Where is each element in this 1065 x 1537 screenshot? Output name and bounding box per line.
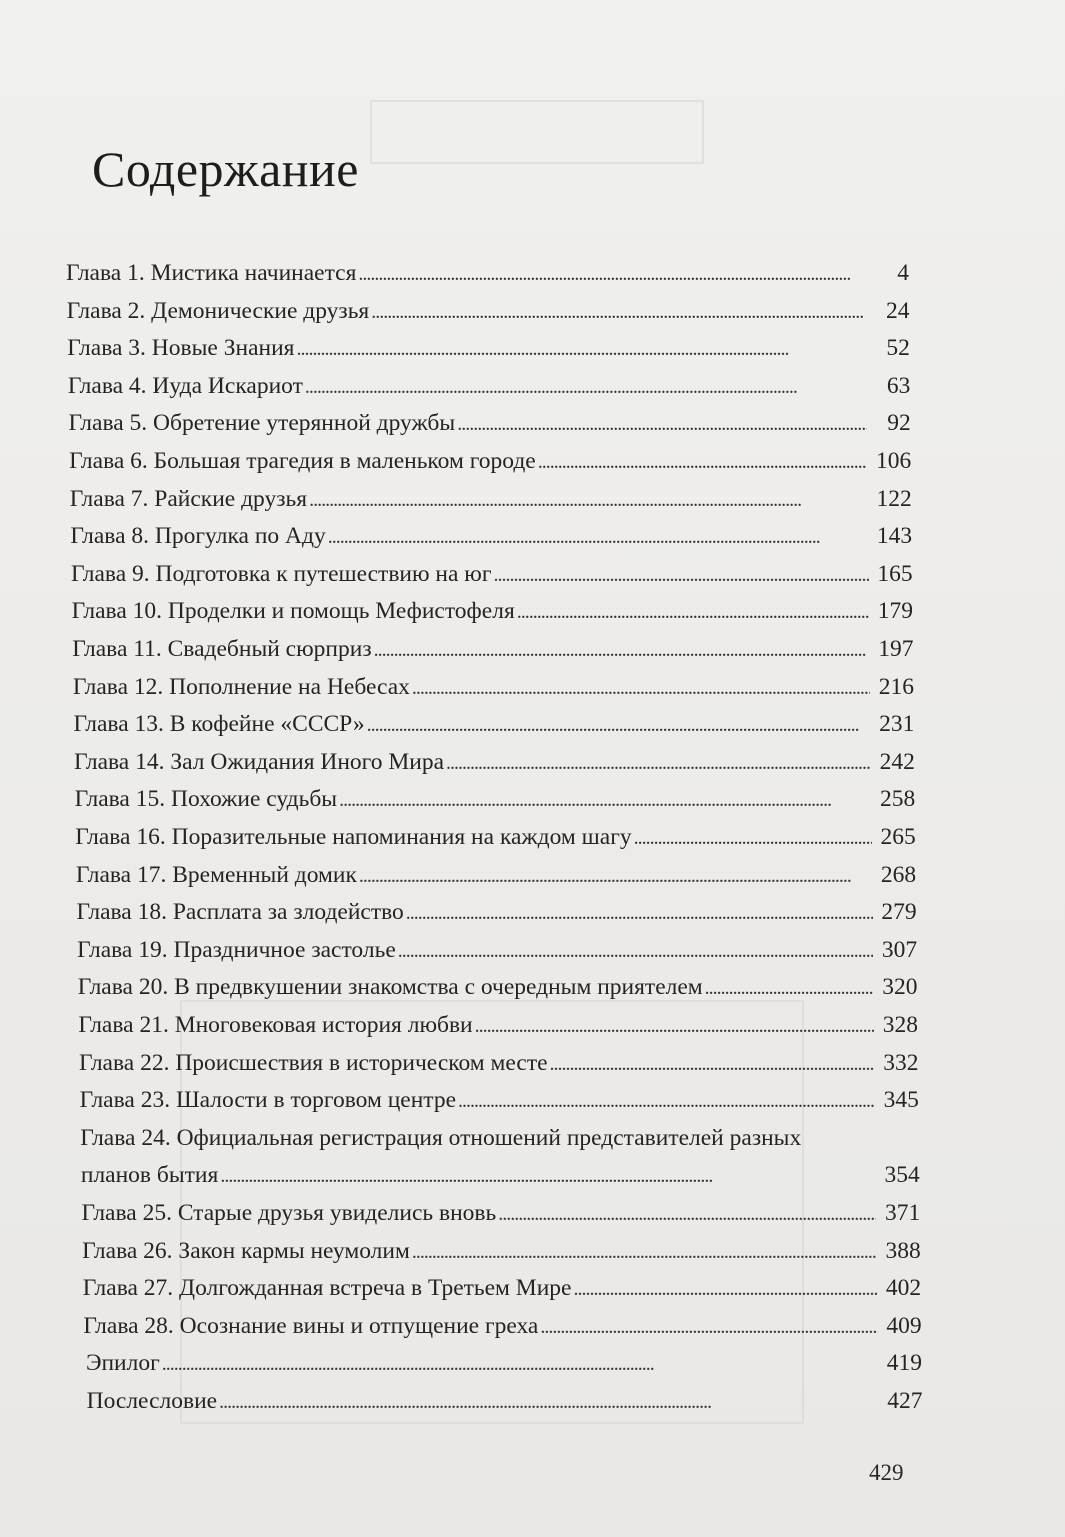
- toc-entry[interactable]: [75, 822, 915, 853]
- toc-entry-label: Глава 15. Похожие судьбы: [74, 786, 338, 813]
- toc-entry[interactable]: [74, 747, 915, 778]
- toc-entry-label: Глава 28. Осознание вины и отпущение греха: [83, 1312, 539, 1339]
- toc-entry-page: 143: [876, 523, 913, 550]
- toc-entry[interactable]: [67, 296, 910, 327]
- toc-leader-dots: [398, 936, 873, 966]
- toc-entry-label: Глава 20. В предвкушении знакомства с очередным приятелем: [77, 974, 703, 1001]
- toc-leader-dots: [328, 522, 868, 552]
- toc-entry-label: Глава 18. Расплата за злодейство: [76, 899, 404, 926]
- toc-entry-page: 354: [884, 1162, 920, 1189]
- toc-entry-label: Глава 22. Происшествия в историческом месте: [79, 1049, 548, 1076]
- toc-entry[interactable]: [83, 1311, 921, 1342]
- toc-entry[interactable]: [72, 634, 913, 665]
- toc-entry-page: 216: [878, 673, 914, 700]
- toc-entry[interactable]: [81, 1160, 920, 1191]
- toc-leader-dots: [374, 635, 870, 665]
- toc-leader-dots: [358, 259, 865, 289]
- toc-entry-label: Глава 8. Прогулка по Аду: [70, 523, 326, 550]
- toc-leader-dots: [412, 673, 870, 703]
- toc-entry[interactable]: [83, 1273, 921, 1304]
- toc-leader-dots: [446, 748, 871, 778]
- toc-entry-label: Глава 21. Многовековая история любви: [78, 1012, 473, 1038]
- toc-entry-label: Глава 16. Поразительные напоминания на каждом шагу: [75, 824, 632, 850]
- toc-leader-dots: [498, 1199, 876, 1229]
- toc-entry[interactable]: [70, 484, 912, 515]
- toc-entry-label: Глава 25. Старые друзья увиделись вновь: [81, 1200, 497, 1226]
- toc-entry-page: 419: [886, 1350, 923, 1377]
- toc-entry[interactable]: [87, 1386, 923, 1417]
- bleed-through-frame: [370, 100, 704, 164]
- toc-entry-label: Глава 19. Праздничное застолье: [77, 936, 396, 963]
- toc-entry-label: Глава 24. Официальная регистрация отношений представителей разных: [80, 1124, 802, 1151]
- toc-leader-dots: [457, 409, 867, 439]
- toc-entry-label: Глава 27. Долгожданная встреча в Третьем Мире: [82, 1275, 572, 1302]
- toc-leader-dots: [219, 1387, 878, 1417]
- toc-entry-label: Глава 3. Новые Знания: [67, 335, 295, 362]
- toc-leader-dots: [367, 710, 871, 740]
- toc-entry-label: Глава 12. Пополнение на Небесах: [72, 673, 410, 700]
- toc-entry-label: Глава 17. Временный домик: [75, 861, 357, 888]
- toc-entry[interactable]: [73, 709, 914, 740]
- toc-leader-dots: [309, 485, 868, 515]
- toc-entry-label: Глава 2. Демонические друзья: [66, 297, 370, 324]
- toc-leader-dots: [458, 1086, 875, 1116]
- toc-entry-label: Глава 5. Обретение утерянной дружбы: [68, 410, 456, 437]
- toc-leader-dots: [538, 447, 868, 477]
- toc-entry[interactable]: [72, 596, 913, 627]
- toc-entry[interactable]: [82, 1236, 921, 1267]
- toc-entry-page: 332: [883, 1049, 919, 1076]
- toc-leader-dots: [371, 297, 865, 327]
- toc-entry-label: Глава 10. Проделки и помощь Мефистофеля: [71, 598, 515, 625]
- toc-entry-page: 265: [880, 824, 916, 850]
- toc-leader-dots: [573, 1274, 877, 1304]
- toc-entry-label: Глава 23. Шалости в торговом центре: [79, 1087, 457, 1114]
- toc-entry[interactable]: [79, 1048, 918, 1079]
- toc-leader-dots: [517, 597, 869, 627]
- toc-entry-page: 179: [877, 598, 914, 625]
- toc-entry[interactable]: [77, 935, 917, 966]
- toc-entry-page: 92: [887, 410, 911, 437]
- toc-entry[interactable]: [66, 258, 909, 289]
- toc-entry-page: 231: [879, 711, 915, 738]
- toc-entry-page: 197: [878, 636, 914, 662]
- toc-leader-dots: [359, 861, 872, 891]
- toc-entry-page: 279: [881, 899, 917, 926]
- page-number: 429: [869, 1460, 904, 1485]
- toc-entry-page: 122: [876, 485, 912, 512]
- toc-entry-label: Глава 26. Закон кармы неумолим: [82, 1237, 410, 1264]
- toc-entry[interactable]: [86, 1348, 922, 1379]
- toc-entry-page: 24: [885, 297, 910, 324]
- toc-leader-dots: [634, 823, 872, 853]
- toc-entry-label: Глава 4. Иуда Искариот: [67, 372, 303, 399]
- toc-entry-page: 258: [880, 786, 916, 813]
- toc-entry-page: 402: [885, 1275, 922, 1302]
- toc-leader-dots: [162, 1349, 878, 1379]
- toc-entry-page: 106: [875, 448, 912, 474]
- toc-entry-label-continued: планов бытия: [80, 1162, 219, 1189]
- toc-entry[interactable]: [82, 1198, 921, 1229]
- toc-entry[interactable]: [68, 371, 910, 402]
- toc-leader-dots: [406, 898, 873, 928]
- toc-entry-page: 4: [897, 260, 909, 286]
- toc-entry-label: Послесловие: [86, 1388, 218, 1414]
- toc-entry-page: 165: [877, 560, 913, 587]
- toc-entry-label: Глава 9. Подготовка к путешествию на юг: [70, 560, 492, 587]
- toc-entry[interactable]: [68, 408, 910, 439]
- toc-entry-label: Эпилог: [85, 1350, 160, 1377]
- toc-leader-dots: [339, 785, 871, 815]
- toc-leader-dots: [305, 372, 866, 402]
- toc-entry-page: 409: [886, 1312, 922, 1339]
- toc-entry-label: Глава 13. В кофейне «СССР»: [73, 711, 365, 738]
- toc-leader-dots: [550, 1049, 875, 1079]
- toc-entry-page: 242: [879, 748, 915, 775]
- toc-entry-label: Глава 7. Райские друзья: [69, 485, 308, 512]
- toc-entry-page: 328: [882, 1012, 918, 1038]
- toc-entry-page: 307: [881, 936, 918, 963]
- toc-entry-label: Глава 1. Мистика начинается: [66, 260, 357, 286]
- toc-leader-dots: [475, 1011, 874, 1041]
- toc-leader-dots: [705, 973, 874, 1003]
- toc-entry-page: 320: [882, 974, 918, 1001]
- toc-entry-label: Глава 11. Свадебный сюрприз: [72, 636, 372, 662]
- toc-leader-dots: [296, 334, 865, 364]
- toc-leader-dots: [540, 1312, 877, 1342]
- toc-entry[interactable]: [77, 897, 917, 928]
- toc-entry[interactable]: [69, 446, 911, 477]
- toc-entry-label: Глава 6. Большая трагедия в маленьком городе: [69, 448, 536, 474]
- toc-entry-page: 388: [885, 1237, 921, 1264]
- toc-entry-label: Глава 14. Зал Ожидания Иного Мира: [74, 748, 445, 775]
- toc-leader-dots: [412, 1237, 877, 1267]
- toc-entry[interactable]: [73, 672, 914, 703]
- toc-entry[interactable]: [67, 333, 910, 364]
- toc-entry[interactable]: [71, 559, 913, 590]
- toc-entry-page: 52: [886, 335, 910, 362]
- toc-entry[interactable]: [76, 860, 916, 891]
- toc-leader-dots: [494, 560, 869, 590]
- toc-entry-page: 345: [883, 1087, 919, 1114]
- toc-entry[interactable]: [75, 784, 916, 815]
- toc-leader-dots: [220, 1161, 875, 1191]
- toc-entry[interactable]: [80, 1085, 919, 1116]
- page-title: Содержание: [92, 141, 359, 197]
- toc-entry[interactable]: [78, 1010, 918, 1041]
- toc-entry[interactable]: [70, 521, 912, 552]
- toc-entry-page: 371: [885, 1200, 921, 1226]
- toc-entry-page: 63: [886, 372, 911, 399]
- toc-entry-page: 268: [880, 861, 917, 888]
- toc-entry-page: 427: [887, 1388, 923, 1414]
- toc-entry[interactable]: [78, 972, 918, 1003]
